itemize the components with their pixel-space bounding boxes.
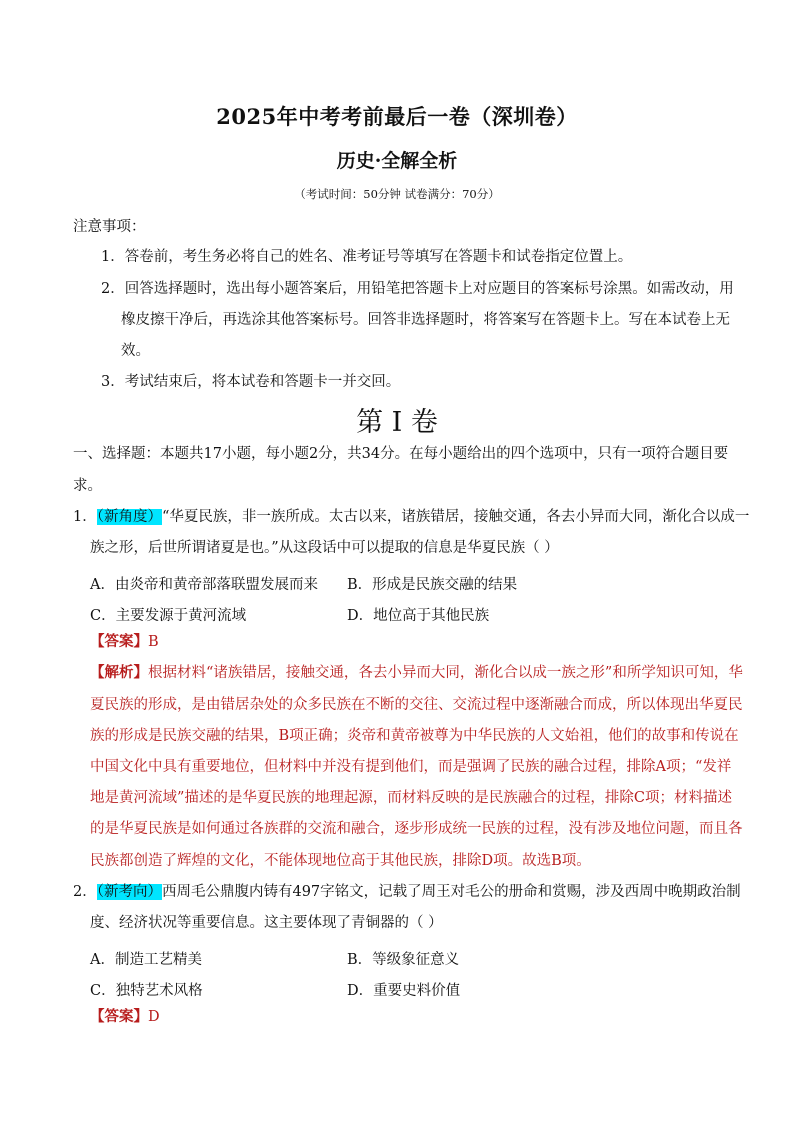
question-2-option-d: D．重要史料价值 <box>347 983 461 999</box>
question-1-analysis-line-1: 【解析】根据材料“诸族错居，接触交通，各去小异而大同，渐化合以成一族之形”和所学知识可知，华 <box>90 664 743 681</box>
notice-item-1: 1．答卷前，考生务必将自己的姓名、准考证号等填写在答题卡和试卷指定位置上。 <box>101 249 633 265</box>
question-2-stem-line-1 <box>73 885 741 900</box>
question-2-option-a: A．制造工艺精美 <box>90 952 202 968</box>
question-2-option-c: C．独特艺术风格 <box>90 983 203 999</box>
notice-item-2: 2．回答选择题时，选出每小题答案后，用铅笔把答题卡上对应题目的答案标号涂黑。如需改动，用 <box>101 281 734 297</box>
question-1-analysis-line-5: 地是黄河流域”描述的是华夏民族的地理起源，而材料反映的是民族融合的过程，排除C项；材料描述 <box>90 790 733 806</box>
question-2-answer-label: 【答案】 <box>90 1008 148 1025</box>
question-2-answer-value: D <box>148 1009 160 1025</box>
question-1-stem-text: “华夏民族，非一族所成。太古以来，诸族错居，接触交通，各去小异而大同，渐化合以成一 <box>161 509 750 525</box>
page-title: 2025年中考考前最后一卷（深圳卷） <box>216 104 578 129</box>
question-1-number: 1． <box>73 509 97 525</box>
question-1-option-d: D．地位高于其他民族 <box>347 608 490 624</box>
question-1-stem-line-2: 族之形，后世所谓诸夏是也。”从这段话中可以提取的信息是华夏民族（ ） <box>90 540 559 556</box>
question-1-analysis-label: 【解析】 <box>90 664 148 681</box>
question-1-analysis-line-6: 的是华夏民族是如何通过各族群的交流和融合，逐步形成统一民族的过程，没有涉及地位问题，而且各 <box>90 821 743 837</box>
question-1-tag: （新角度） <box>96 509 162 525</box>
question-1-option-c: C．主要发源于黄河流域 <box>90 608 247 624</box>
question-1-answer <box>90 635 159 650</box>
question-1-analysis-line-3: 族的形成是民族交融的结果，B项正确；炎帝和黄帝被尊为中华民族的人文始祖，他们的故事和传说在 <box>90 728 739 744</box>
notice-item-2-cont: 橡皮擦干净后，再选涂其他答案标号。回答非选择题时，将答案写在答题卡上。写在本试卷上无 <box>121 312 730 328</box>
notice-heading: 注意事项： <box>73 219 146 235</box>
question-2-option-b: B．等级象征意义 <box>347 952 460 968</box>
question-1-option-b: B．形成是民族交融的结果 <box>347 577 518 593</box>
question-1-answer-value: B <box>148 634 159 650</box>
question-2-tag: （新考向） <box>96 884 162 900</box>
question-1-analysis-line-4: 中国文化中具有重要地位，但材料中并没有提到他们，而是强调了民族的融合过程，排除A项；“发祥 <box>90 759 732 775</box>
question-1-option-a: A．由炎帝和黄帝部落联盟发展而来 <box>90 577 318 593</box>
question-2-stem-line-2: 度、经济状况等重要信息。这主要体现了青铜器的（ ） <box>90 915 443 931</box>
question-1-answer-label: 【答案】 <box>90 633 148 650</box>
question-2-stem-text: 西周毛公鼎腹内铸有497字铭文，记载了周王对毛公的册命和赏赐，涉及西周中晚期政治制 <box>161 884 741 900</box>
question-2-answer <box>90 1010 160 1025</box>
question-1-analysis-line-7: 民族都创造了辉煌的文化，不能体现地位高于其他民族，排除D项。故选B项。 <box>90 853 591 869</box>
notice-item-3: 3．考试结束后，将本试卷和答题卡一并交回。 <box>101 374 401 390</box>
question-1-stem-line-1 <box>73 510 749 525</box>
question-2-number: 2． <box>73 884 97 900</box>
exam-info: （考试时间：50分钟 试卷满分：70分） <box>294 187 500 201</box>
page-subtitle: 历史·全解全析 <box>336 150 458 172</box>
section-intro-line-2: 求。 <box>73 478 102 494</box>
section-heading: 第 I 卷 <box>356 407 438 438</box>
question-1-analysis-line-2: 夏民族的形成，是由错居杂处的众多民族在不断的交往、交流过程中逐渐融合而成，所以体现出华夏民 <box>90 697 743 713</box>
notice-item-2-cont2: 效。 <box>121 343 150 359</box>
section-intro-line-1: 一、选择题：本题共17小题，每小题2分，共34分。在每小题给出的四个选项中，只有一项符合题目要 <box>73 446 729 462</box>
